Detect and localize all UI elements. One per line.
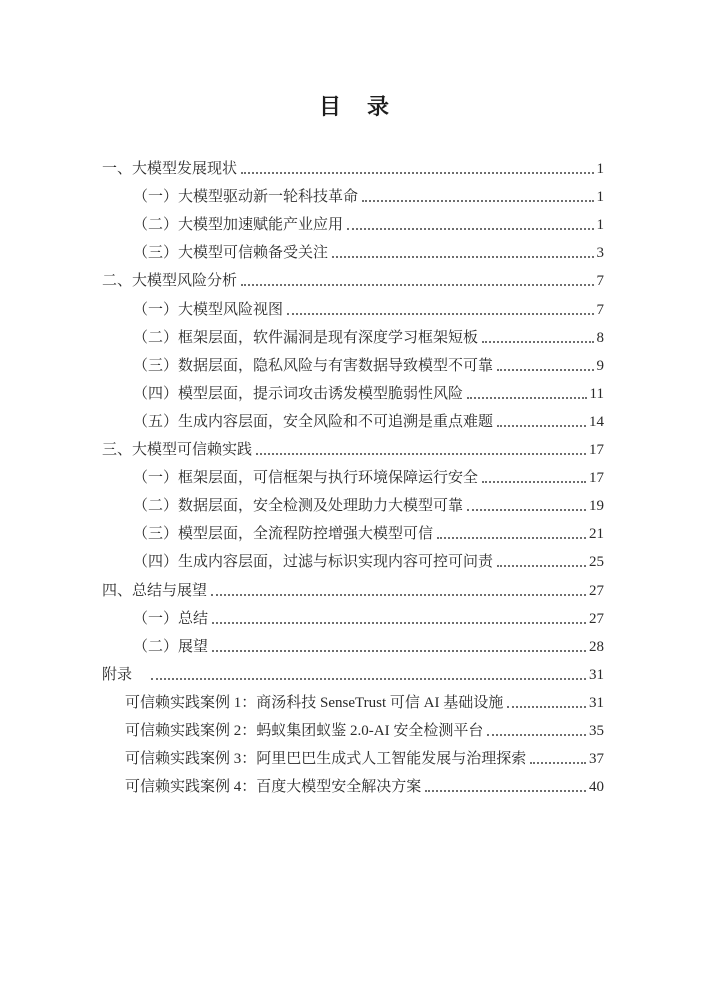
toc-entry [102, 407, 604, 435]
toc-dot-leader [530, 762, 586, 764]
toc-entry-label: 可信赖实践案例 3：阿里巴巴生成式人工智能发展与治理探索 [125, 751, 527, 768]
toc-entry-label: （三）大模型可信赖备受关注 [133, 245, 329, 262]
toc-entry [102, 632, 604, 660]
toc-dot-leader [241, 284, 593, 286]
toc-entry-page-number: 21 [589, 526, 604, 543]
toc-entry-label: 可信赖实践案例 4：百度大模型安全解决方案 [125, 779, 422, 796]
toc-entry-label: （一）大模型驱动新一轮科技革命 [133, 189, 359, 206]
toc-dot-leader [467, 509, 586, 511]
toc-entry-page-number: 25 [589, 554, 604, 571]
toc-entry-label: 附录 [102, 666, 133, 683]
toc-dot-leader [241, 172, 593, 174]
toc-entry [102, 182, 604, 210]
toc-dot-leader [437, 537, 586, 539]
toc-entry-label: （三）数据层面，隐私风险与有害数据导致模型不可靠 [133, 357, 494, 374]
toc-entry [102, 154, 604, 182]
page-title: 目 录 [318, 94, 391, 119]
toc-entry-page-number: 1 [596, 217, 604, 234]
toc-entry-page-number: 27 [589, 610, 604, 627]
toc-entry-label: 三、大模型可信赖实践 [102, 442, 253, 459]
toc-entry-page-number: 8 [596, 329, 604, 346]
toc-entry-label: （二）框架层面，软件漏洞是现有深度学习框架短板 [133, 329, 479, 346]
toc-entry-label: （四）模型层面，提示词攻击诱发模型脆弱性风险 [133, 385, 464, 402]
toc-entry-page-number: 3 [596, 245, 604, 262]
toc-entry-page-number: 17 [589, 442, 604, 459]
toc-entry [102, 294, 604, 322]
toc-dot-leader [287, 313, 593, 315]
toc-dot-leader [256, 453, 586, 455]
toc-dot-leader [467, 397, 587, 399]
toc-entry [102, 688, 604, 716]
toc-dot-leader [151, 678, 586, 680]
toc-entry-page-number: 31 [589, 694, 604, 711]
toc-entry [102, 266, 604, 294]
toc-entry [102, 238, 604, 266]
toc-entry-page-number: 9 [596, 357, 604, 374]
toc-entry-page-number: 1 [596, 189, 604, 206]
toc-entry [102, 351, 604, 379]
toc-entry [102, 491, 604, 519]
toc-entry-label: （二）大模型加速赋能产业应用 [133, 217, 344, 234]
toc-entry-page-number: 19 [589, 498, 604, 515]
toc-dot-leader [487, 734, 586, 736]
toc-dot-leader [425, 790, 586, 792]
toc-dot-leader [212, 622, 586, 624]
toc-entry [102, 716, 604, 744]
toc-entry-label: 四、总结与展望 [102, 582, 208, 599]
toc-dot-leader [507, 706, 586, 708]
toc-dot-leader [482, 481, 586, 483]
toc-entry-label: （一）框架层面，可信框架与执行环境保障运行安全 [133, 470, 479, 487]
toc-dot-leader [332, 256, 593, 258]
toc-entry-label: （一）总结 [133, 610, 209, 627]
toc-entry [102, 463, 604, 491]
toc-dot-leader [482, 341, 593, 343]
toc-dot-leader [497, 425, 586, 427]
toc-entry-label: 可信赖实践案例 2：蚂蚁集团蚁鉴 2.0-AI 安全检测平台 [125, 722, 484, 739]
toc-dot-leader [497, 369, 593, 371]
toc-entry-page-number: 7 [596, 301, 604, 318]
toc-entry-page-number: 11 [589, 385, 604, 402]
toc-entry-page-number: 14 [589, 413, 604, 430]
toc-entry [102, 379, 604, 407]
toc-entry [102, 604, 604, 632]
toc-entry-label: （二）数据层面，安全检测及处理助力大模型可靠 [133, 498, 464, 515]
toc-entry-label: 可信赖实践案例 1：商汤科技 SenseTrust 可信 AI 基础设施 [125, 694, 504, 711]
toc-entry [102, 660, 604, 688]
toc-entry-label: （四）生成内容层面，过滤与标识实现内容可控可问责 [133, 554, 494, 571]
toc-entry-label: （三）模型层面，全流程防控增强大模型可信 [133, 526, 434, 543]
toc-dot-leader [212, 650, 586, 652]
toc-entry [102, 519, 604, 547]
toc-entry-page-number: 28 [589, 638, 604, 655]
toc-entry [102, 210, 604, 238]
toc-entry-page-number: 31 [589, 666, 604, 683]
toc-entry-label: （二）展望 [133, 638, 209, 655]
toc-entry-page-number: 35 [589, 722, 604, 739]
toc-entry-page-number: 27 [589, 582, 604, 599]
toc-entry-page-number: 7 [596, 273, 604, 290]
toc-entry-label: 二、大模型风险分析 [102, 273, 238, 290]
toc-entry [102, 323, 604, 351]
toc-entry-page-number: 37 [589, 751, 604, 768]
toc-entry [102, 772, 604, 800]
toc-entry [102, 575, 604, 603]
toc-dot-leader [497, 565, 586, 567]
toc-entry-page-number: 1 [596, 161, 604, 178]
toc-entry-label: 一、大模型发展现状 [102, 161, 238, 178]
toc-dot-leader [362, 200, 593, 202]
toc-entry-label: （一）大模型风险视图 [133, 301, 284, 318]
toc-entry [102, 744, 604, 772]
toc-entry-page-number: 17 [589, 470, 604, 487]
toc-dot-leader [211, 594, 586, 596]
toc-entry [102, 435, 604, 463]
toc-entry-label: （五）生成内容层面，安全风险和不可追溯是重点难题 [133, 413, 494, 430]
toc-list [102, 154, 604, 800]
toc-dot-leader [347, 228, 593, 230]
toc-entry-page-number: 40 [589, 779, 604, 796]
toc-entry [102, 547, 604, 575]
